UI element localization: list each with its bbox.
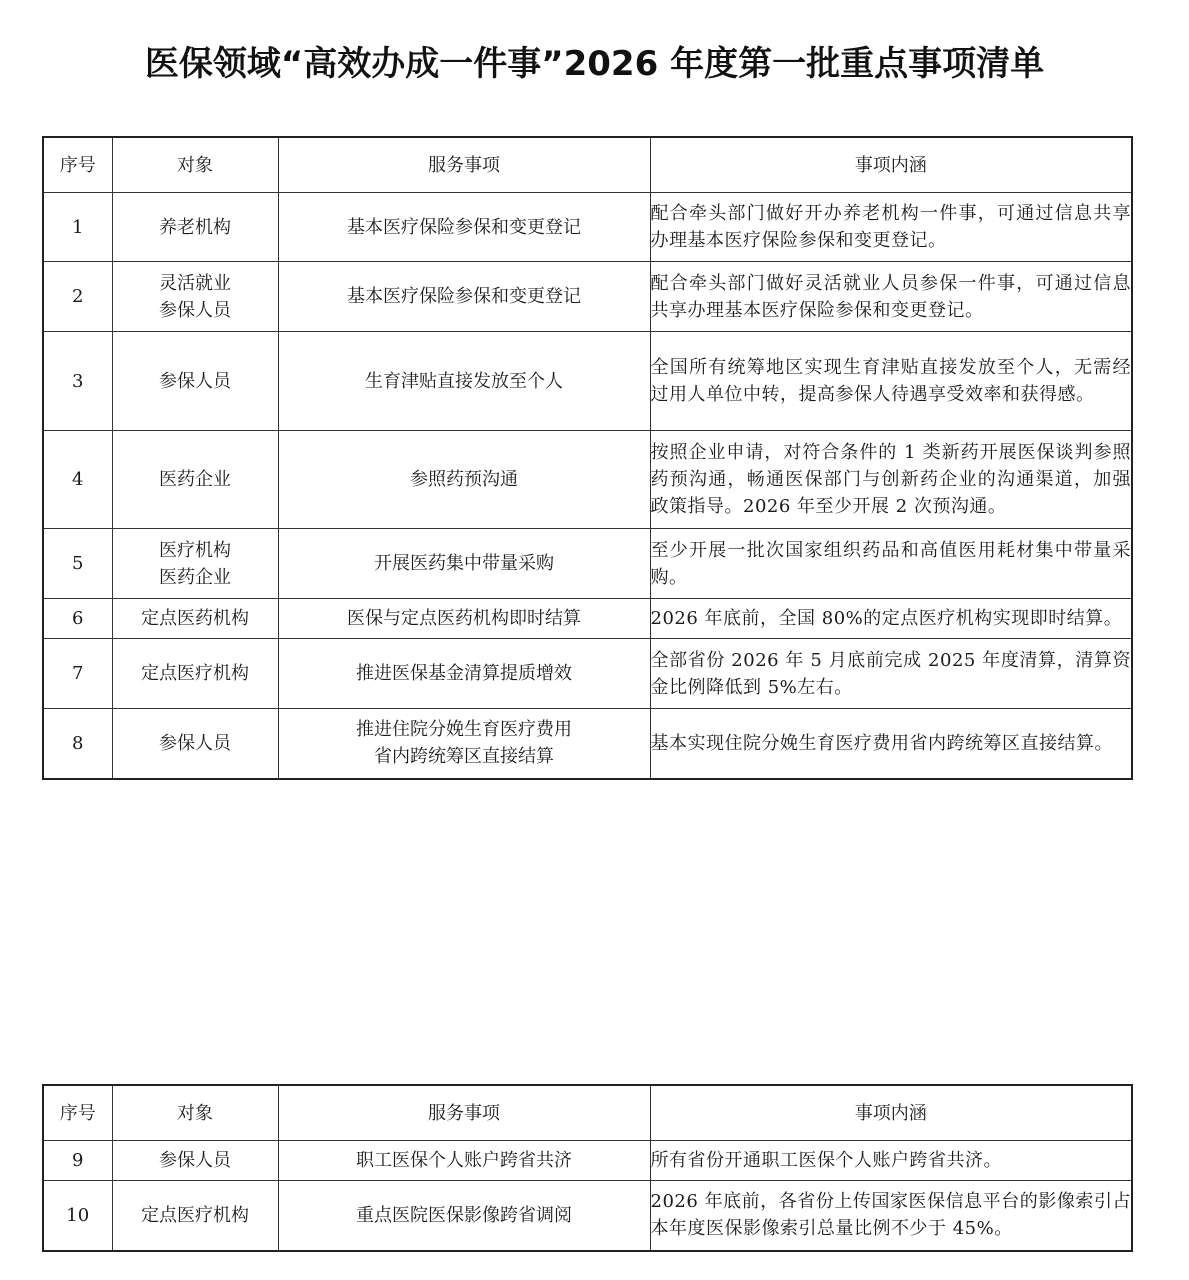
row-target (112, 431, 278, 529)
header-seq: 序号 (43, 137, 112, 193)
header-seq: 序号 (43, 1085, 112, 1141)
row-seq: 8 (43, 709, 112, 779)
row-content: 全部省份 2026 年 5 月底前完成 2025 年度清算，清算资金比例降低到 5%左右。 (650, 639, 1132, 709)
row-service-line: 生育津贴直接发放至个人 (365, 370, 563, 392)
row-service (278, 639, 650, 709)
row-content: 基本实现住院分娩生育医疗费用省内跨统筹区直接结算。 (650, 709, 1132, 779)
row-target-line: 参保人员 (159, 370, 231, 392)
row-target-line: 养老机构 (159, 216, 231, 238)
row-service-line: 基本医疗保险参保和变更登记 (347, 286, 581, 307)
row-service (278, 193, 650, 262)
row-seq: 1 (43, 193, 112, 262)
row-service (278, 431, 650, 529)
row-seq: 4 (43, 431, 112, 529)
table-row (43, 529, 1132, 599)
header-target: 对象 (112, 1085, 278, 1141)
row-target (112, 1181, 278, 1251)
table-row (43, 1141, 1132, 1181)
table-row (43, 639, 1132, 709)
row-target (112, 332, 278, 431)
header-target: 对象 (112, 137, 278, 193)
row-seq: 10 (43, 1181, 112, 1251)
row-target-line: 医疗机构 (159, 539, 231, 561)
row-content: 至少开展一批次国家组织药品和高值医用耗材集中带量采购。 (650, 529, 1132, 599)
row-target-line: 医药企业 (159, 469, 231, 490)
row-content: 按照企业申请，对符合条件的 1 类新药开展医保谈判参照药预沟通，畅通医保部门与创新药企业的沟通渠道，加强政策指导。2026 年至少开展 2 次预沟通。 (650, 431, 1132, 529)
row-target-line: 参保人员 (159, 732, 231, 754)
row-service (278, 529, 650, 599)
row-target-line: 灵活就业 (159, 272, 231, 294)
table-row (43, 1181, 1132, 1251)
table-row (43, 709, 1132, 779)
table-row (43, 431, 1132, 529)
row-service (278, 262, 650, 332)
row-target (112, 709, 278, 779)
row-service-line: 参照药预沟通 (410, 469, 518, 490)
row-content: 全国所有统筹地区实现生育津贴直接发放至个人，无需经过用人单位中转，提高参保人待遇享受效率和获得感。 (650, 332, 1132, 431)
row-target-line: 医药企业 (159, 566, 231, 588)
row-target (112, 599, 278, 639)
row-service (278, 1181, 650, 1251)
matters-table-page-1 (42, 136, 1133, 780)
matters-table-page-2 (42, 1084, 1133, 1252)
row-seq: 6 (43, 599, 112, 639)
row-service-line: 推进住院分娩生育医疗费用 (356, 719, 572, 741)
header-content: 事项内涵 (650, 1085, 1132, 1141)
row-service (278, 332, 650, 431)
row-target (112, 1141, 278, 1181)
row-target-line: 定点医疗机构 (141, 663, 249, 684)
row-service-line: 重点医院医保影像跨省调阅 (356, 1204, 572, 1226)
table-row (43, 262, 1132, 332)
header-content: 事项内涵 (650, 137, 1132, 193)
row-service (278, 709, 650, 779)
row-target (112, 529, 278, 599)
header-service: 服务事项 (278, 137, 650, 193)
row-service (278, 599, 650, 639)
row-content: 配合牵头部门做好开办养老机构一件事，可通过信息共享办理基本医疗保险参保和变更登记。 (650, 193, 1132, 262)
row-target-line: 参保人员 (159, 299, 231, 321)
row-target-line: 参保人员 (159, 1150, 231, 1171)
row-service-line: 省内跨统筹区直接结算 (374, 746, 554, 768)
table-header-row (43, 137, 1132, 193)
row-content: 2026 年底前，各省份上传国家医保信息平台的影像索引占本年度医保影像索引总量比例不少于 45%。 (650, 1181, 1132, 1251)
document-title: 医保领域“高效办成一件事”2026 年度第一批重点事项清单 (144, 44, 1045, 84)
row-service-line: 基本医疗保险参保和变更登记 (347, 216, 581, 238)
row-content: 所有省份开通职工医保个人账户跨省共济。 (650, 1141, 1132, 1181)
row-target (112, 639, 278, 709)
row-service-line: 医保与定点医药机构即时结算 (347, 608, 581, 629)
row-service-line: 职工医保个人账户跨省共济 (356, 1150, 572, 1171)
row-service (278, 1141, 650, 1181)
row-content: 配合牵头部门做好灵活就业人员参保一件事，可通过信息共享办理基本医疗保险参保和变更登记。 (650, 262, 1132, 332)
row-seq: 5 (43, 529, 112, 599)
row-content: 2026 年底前，全国 80%的定点医疗机构实现即时结算。 (650, 599, 1132, 639)
table-row (43, 599, 1132, 639)
row-seq: 9 (43, 1141, 112, 1181)
row-target (112, 193, 278, 262)
row-seq: 3 (43, 332, 112, 431)
row-service-line: 推进医保基金清算提质增效 (356, 663, 572, 684)
row-service-line: 开展医药集中带量采购 (374, 553, 554, 574)
row-target-line: 定点医药机构 (141, 608, 249, 629)
row-seq: 2 (43, 262, 112, 332)
table-row (43, 193, 1132, 262)
row-target-line: 定点医疗机构 (141, 1204, 249, 1226)
header-service: 服务事项 (278, 1085, 650, 1141)
row-target (112, 262, 278, 332)
table-header-row (43, 1085, 1132, 1141)
row-seq: 7 (43, 639, 112, 709)
table-row (43, 332, 1132, 431)
